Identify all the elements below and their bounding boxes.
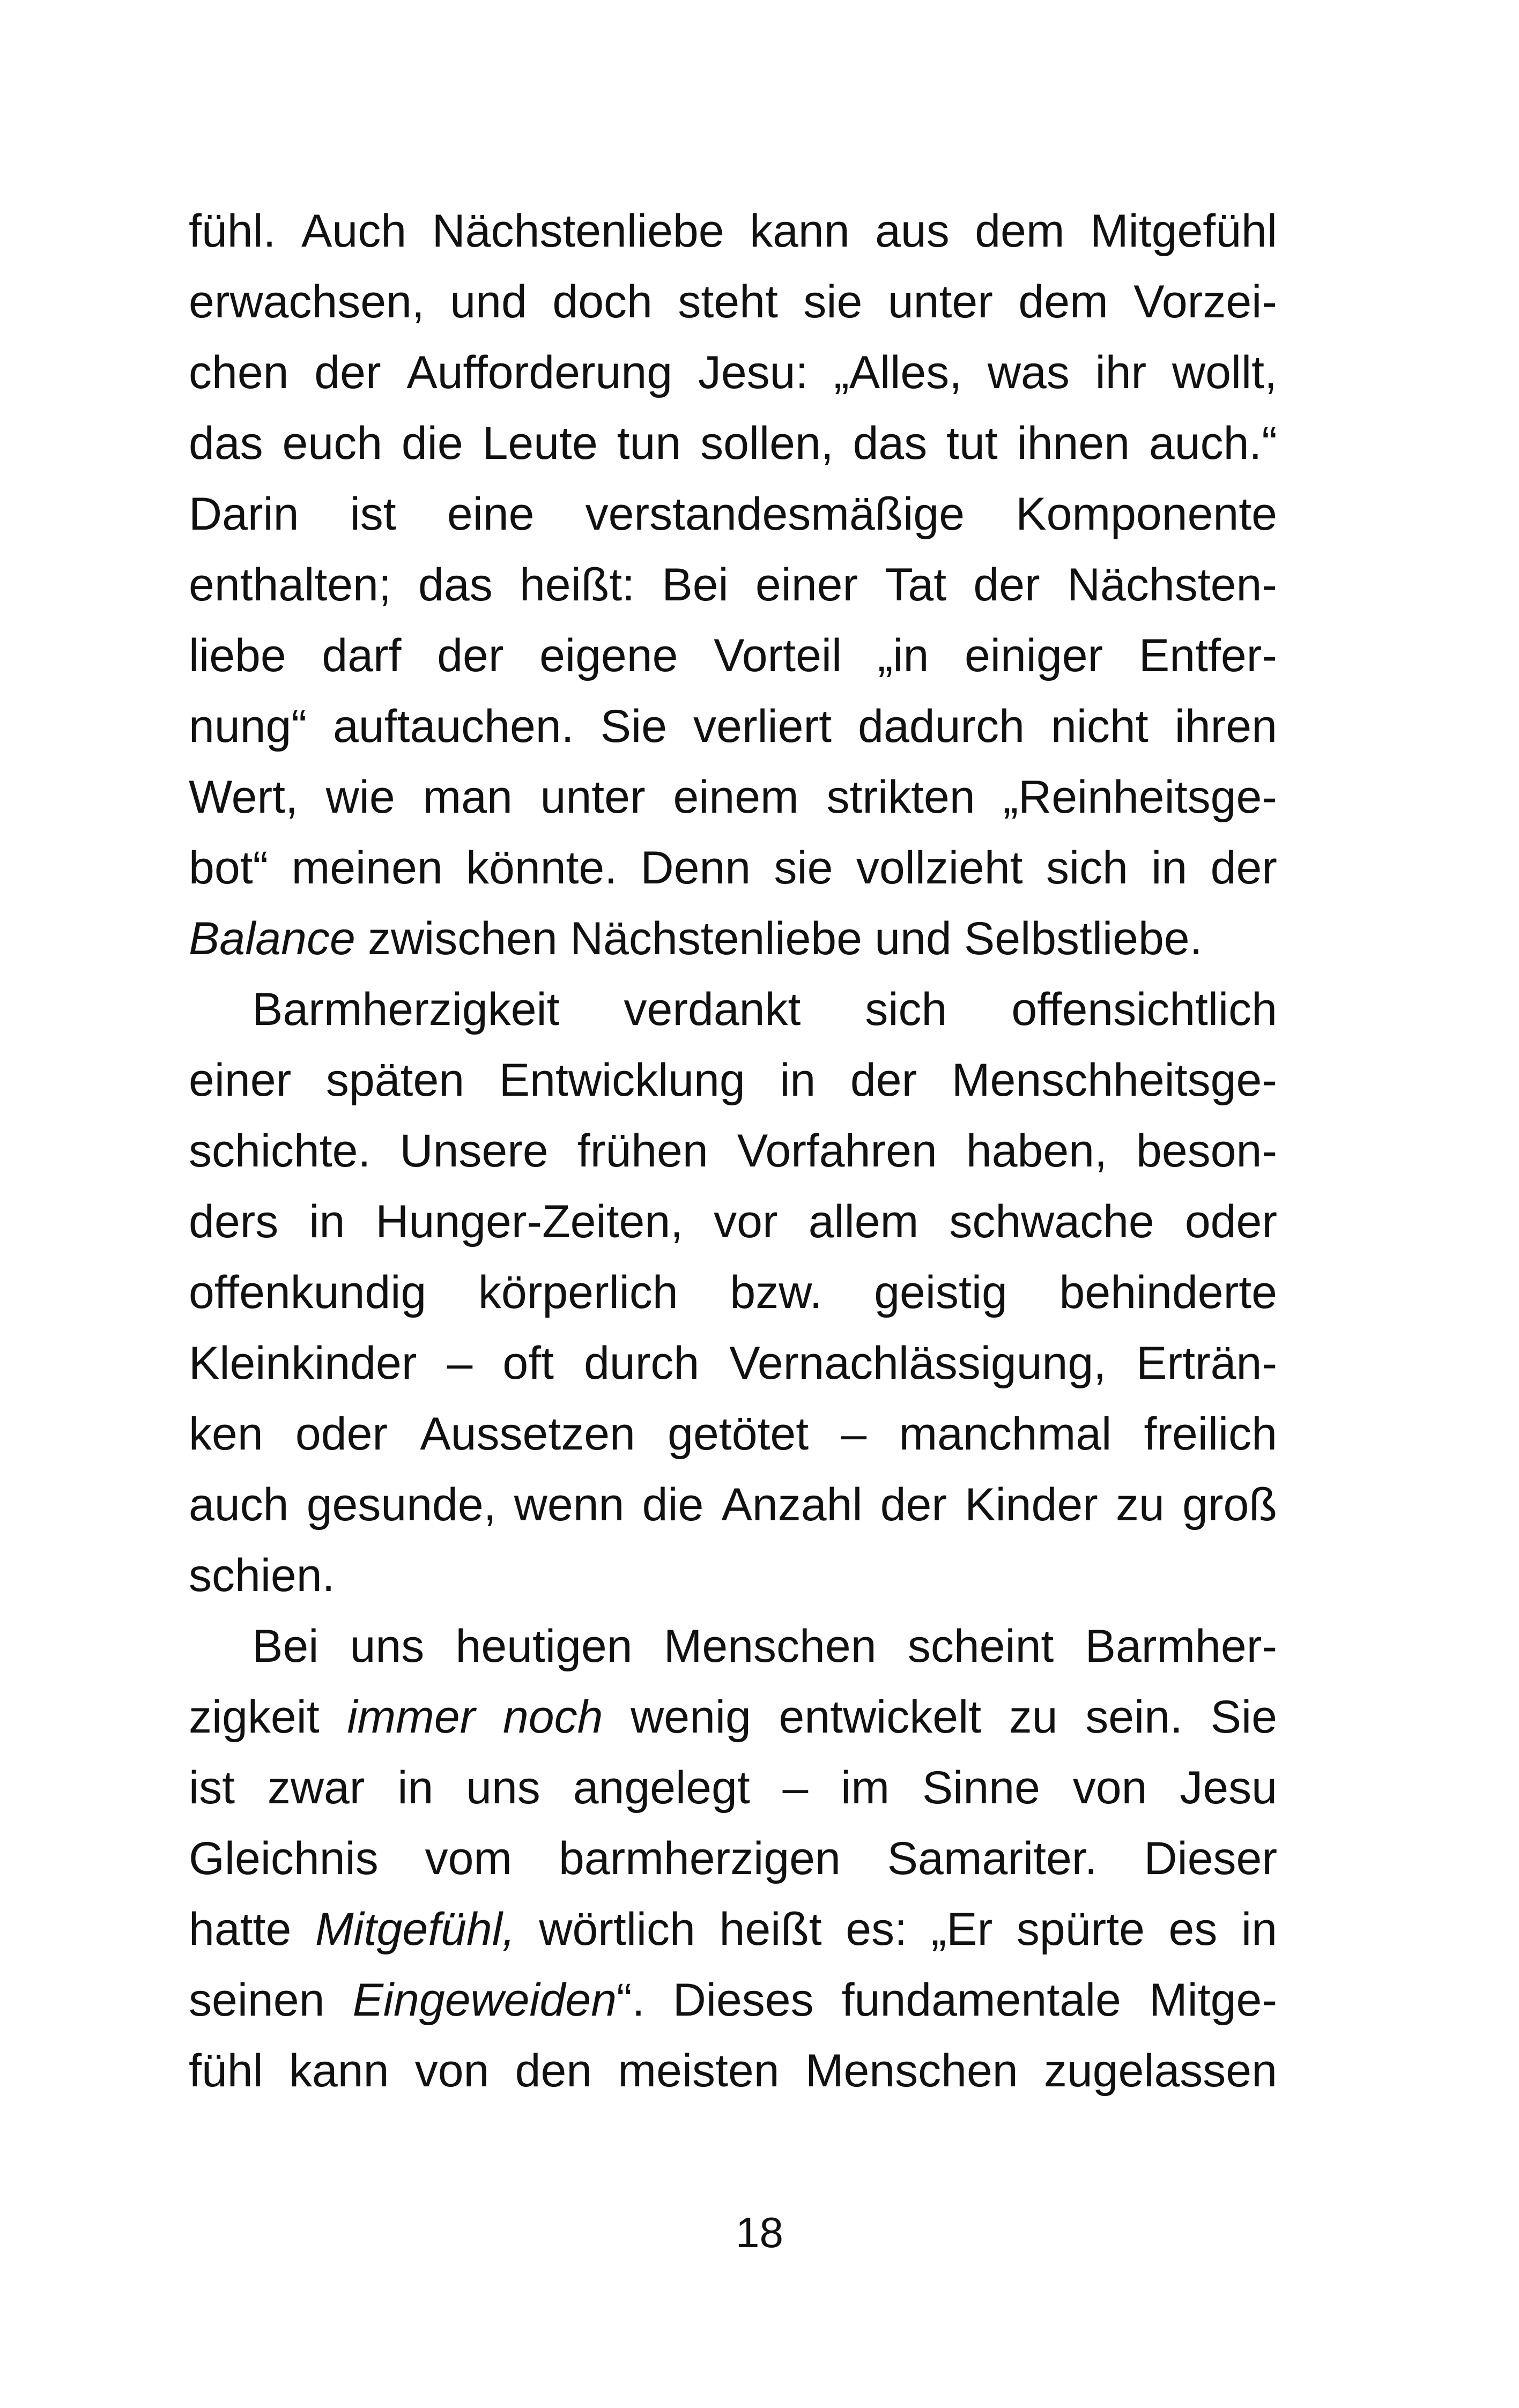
word: oder	[295, 1408, 388, 1460]
word: groß	[1182, 1479, 1277, 1530]
word: einem	[673, 771, 799, 823]
word: ders	[189, 1196, 279, 1247]
word: Entwicklung	[499, 1054, 745, 1106]
word: Mitgefühl,	[315, 1904, 515, 1955]
text-line	[189, 1045, 1277, 1116]
word: in	[397, 1762, 434, 1814]
text-line	[189, 1328, 1277, 1399]
word: offensichtlich	[1011, 984, 1277, 1035]
word: Erträn-	[1136, 1337, 1277, 1389]
word: uns	[466, 1762, 540, 1814]
word: Barmherzigkeit	[252, 984, 560, 1035]
word: freilich	[1144, 1408, 1277, 1460]
word: getötet	[668, 1408, 809, 1460]
word: bzw.	[730, 1267, 823, 1318]
word: erwachsen,	[189, 276, 425, 328]
word: Eingeweiden“.	[352, 1974, 645, 2026]
text-span: “.	[617, 1974, 645, 2026]
word: der	[880, 1479, 947, 1530]
word: es:	[846, 1904, 908, 1955]
word: Gleichnis	[189, 1833, 379, 1884]
word: ken	[189, 1408, 263, 1460]
word: chen	[189, 347, 289, 398]
word: kann	[288, 2045, 389, 2097]
word: Komponente	[1016, 488, 1277, 540]
word: Balance	[189, 913, 355, 964]
text-line	[189, 620, 1277, 691]
word: die	[401, 418, 463, 469]
word: kann	[750, 205, 850, 257]
word: meisten	[618, 2045, 780, 2097]
word: doch	[552, 276, 653, 328]
word: Denn	[640, 842, 751, 894]
word: –	[841, 1408, 867, 1460]
text-line	[189, 1611, 1277, 1682]
word: Sie	[1210, 1691, 1277, 1743]
page-number: 18	[736, 2209, 783, 2256]
word: scheint	[907, 1621, 1054, 1672]
word: Mitgefühl	[1090, 205, 1277, 257]
word: allem	[808, 1196, 919, 1247]
word: in	[1241, 1904, 1277, 1955]
word: von	[414, 2045, 490, 2097]
word: hatte	[189, 1904, 292, 1955]
word: Hunger-Zeiten,	[375, 1196, 684, 1247]
word: zu	[1116, 1479, 1165, 1530]
word: Menschheitsge-	[951, 1054, 1277, 1106]
word: nung“	[189, 701, 307, 752]
word: „in	[877, 630, 929, 681]
text-line	[189, 1399, 1277, 1469]
word: der	[1210, 842, 1277, 894]
word: es	[1168, 1904, 1218, 1955]
word: einer	[755, 559, 858, 611]
text-line	[189, 337, 1277, 408]
word: durch	[584, 1337, 700, 1389]
word: entwickelt	[779, 1691, 982, 1743]
word: tun	[617, 418, 681, 469]
word: der	[973, 559, 1040, 611]
word: Kleinkinder	[189, 1337, 417, 1389]
word: auch	[189, 1479, 289, 1530]
word: der	[437, 630, 504, 681]
word: steht	[678, 276, 778, 328]
word: zu	[1009, 1691, 1058, 1743]
word: strikten	[826, 771, 975, 823]
word: Menschen	[805, 2045, 1018, 2097]
word: „Reinheitsge-	[1003, 771, 1277, 823]
word: „Er	[931, 1904, 993, 1955]
word: ist	[350, 488, 396, 540]
word: Darin	[189, 488, 299, 540]
word: ist	[189, 1762, 235, 1814]
text-line	[189, 1965, 1277, 2035]
word: und	[450, 276, 527, 328]
word: Unsere	[399, 1125, 549, 1177]
word: Menschen	[663, 1621, 877, 1672]
word: das	[418, 559, 493, 611]
body-text	[189, 196, 1277, 2106]
word: Jesu:	[698, 347, 809, 398]
text-line	[189, 408, 1277, 479]
text-line	[189, 1682, 1277, 1752]
word: Dieses	[672, 1974, 814, 2026]
word: Aussetzen	[420, 1408, 635, 1460]
text-line	[189, 1540, 1277, 1611]
word: Bei	[662, 559, 729, 611]
word: von	[1072, 1762, 1147, 1814]
word: barmherzigen	[558, 1833, 841, 1884]
word: Leute	[482, 418, 598, 469]
word: sich	[865, 984, 947, 1035]
text-line	[189, 1823, 1277, 1894]
word: verliert	[693, 701, 832, 752]
word: wenn	[514, 1479, 625, 1530]
word: Vorzei-	[1133, 276, 1277, 328]
word: Nächstenliebe	[432, 205, 724, 257]
word: wie	[325, 771, 395, 823]
word: ihnen	[1017, 418, 1130, 469]
word: zwischen	[368, 913, 558, 964]
word: heutigen	[455, 1621, 633, 1672]
word: fühl.	[189, 205, 276, 257]
word: einiger	[965, 630, 1103, 681]
text-line	[189, 903, 1277, 974]
word: unter	[887, 276, 993, 328]
word: euch	[282, 418, 383, 469]
word: verstandesmäßige	[585, 488, 965, 540]
word: das	[853, 418, 928, 469]
word: angelegt	[573, 1762, 750, 1814]
word: –	[447, 1337, 473, 1389]
word: im	[841, 1762, 890, 1814]
word: Selbstliebe.	[964, 913, 1203, 964]
word: verdankt	[624, 984, 801, 1035]
word: der	[850, 1054, 917, 1106]
word: oft	[502, 1337, 554, 1389]
text-line	[189, 833, 1277, 903]
word: sollen,	[700, 418, 834, 469]
word: Jesu	[1180, 1762, 1277, 1814]
word: „Alles,	[834, 347, 962, 398]
word: Vernachlässigung,	[729, 1337, 1107, 1389]
word: einer	[189, 1054, 292, 1106]
word: schichte.	[189, 1125, 371, 1177]
word: Aufforderung	[406, 347, 673, 398]
word: vor	[714, 1196, 778, 1247]
word: Tat	[885, 559, 947, 611]
word: darf	[322, 630, 402, 681]
text-line	[189, 1257, 1277, 1328]
word: den	[515, 2045, 592, 2097]
word: meinen	[291, 842, 443, 894]
word: Mitge-	[1149, 1974, 1277, 2026]
text-line	[189, 1752, 1277, 1823]
text-line	[189, 2035, 1277, 2106]
word: Nächstenliebe	[569, 913, 862, 964]
word: nicht	[1050, 701, 1148, 752]
word: ihren	[1174, 701, 1277, 752]
text-line	[189, 1116, 1277, 1186]
text-line	[189, 549, 1277, 620]
word: seinen	[189, 1974, 325, 2026]
word: fundamentale	[841, 1974, 1121, 2026]
text-line	[189, 1894, 1277, 1965]
word: sie	[803, 276, 863, 328]
word: eigene	[539, 630, 678, 681]
word: Sinne	[922, 1762, 1040, 1814]
word: auch.“	[1148, 418, 1277, 469]
word: enthalten;	[189, 559, 391, 611]
word: man	[423, 771, 513, 823]
word: uns	[350, 1621, 425, 1672]
word: manchmal	[899, 1408, 1112, 1460]
word: körperlich	[478, 1267, 678, 1318]
word: späten	[325, 1054, 465, 1106]
text-line	[189, 266, 1277, 337]
text-line	[189, 1186, 1277, 1257]
word: Barmher-	[1085, 1621, 1277, 1672]
word: zwar	[267, 1762, 365, 1814]
word: Wert,	[189, 771, 298, 823]
word: frühen	[577, 1125, 708, 1177]
word: unter	[540, 771, 646, 823]
word: ihr	[1095, 347, 1147, 398]
word: in	[780, 1054, 816, 1106]
word: Auch	[301, 205, 407, 257]
word: Sie	[600, 701, 667, 752]
word: könnte.	[466, 842, 618, 894]
word: haben,	[966, 1125, 1107, 1177]
word: das	[189, 418, 263, 469]
word: was	[987, 347, 1070, 398]
word: geistig	[874, 1267, 1007, 1318]
word: behinderte	[1059, 1267, 1277, 1318]
word: auftauchen.	[333, 701, 574, 752]
word: noch	[502, 1691, 603, 1743]
word: sein.	[1085, 1691, 1183, 1743]
text-line	[189, 974, 1277, 1045]
word: in	[1151, 842, 1188, 894]
word: Nächsten-	[1066, 559, 1277, 611]
word: oder	[1184, 1196, 1277, 1247]
word: eine	[447, 488, 535, 540]
word: vollzieht	[856, 842, 1023, 894]
word: schien.	[189, 1550, 335, 1601]
word: zugelassen	[1043, 2045, 1277, 2097]
word: heißt:	[519, 559, 635, 611]
word: dem	[1018, 276, 1108, 328]
word: heißt	[719, 1904, 822, 1955]
word: sie	[774, 842, 833, 894]
word: der	[314, 347, 381, 398]
text-line	[189, 196, 1277, 266]
word: tut	[946, 418, 998, 469]
word: dadurch	[858, 701, 1025, 752]
word: und	[875, 913, 952, 964]
word: dem	[975, 205, 1065, 257]
word: vom	[425, 1833, 513, 1884]
word: gesunde,	[306, 1479, 497, 1530]
word: schwache	[949, 1196, 1154, 1247]
word: aus	[875, 205, 950, 257]
word: Kinder	[965, 1479, 1098, 1530]
word: –	[782, 1762, 809, 1814]
word: wenig	[631, 1691, 751, 1743]
word: bot“	[189, 842, 269, 894]
word: wörtlich	[539, 1904, 695, 1955]
word: Samariter.	[887, 1833, 1098, 1884]
text-line	[189, 691, 1277, 762]
word: Bei	[252, 1621, 319, 1672]
word: die	[642, 1479, 704, 1530]
word: zigkeit	[189, 1691, 320, 1743]
text-line	[189, 762, 1277, 833]
word: spürte	[1016, 1904, 1145, 1955]
word: fühl	[189, 2045, 263, 2097]
word: immer	[347, 1691, 476, 1743]
word: Entfer-	[1138, 630, 1277, 681]
word: beson-	[1136, 1125, 1277, 1177]
text-line	[189, 1469, 1277, 1540]
word: wollt,	[1172, 347, 1277, 398]
word: Dieser	[1144, 1833, 1277, 1884]
word: liebe	[189, 630, 286, 681]
word: sich	[1046, 842, 1128, 894]
word: Vorfahren	[737, 1125, 937, 1177]
word: Anzahl	[721, 1479, 863, 1530]
word: in	[309, 1196, 345, 1247]
text-line	[189, 479, 1277, 549]
word: Vorteil	[714, 630, 842, 681]
word: offenkundig	[189, 1267, 427, 1318]
